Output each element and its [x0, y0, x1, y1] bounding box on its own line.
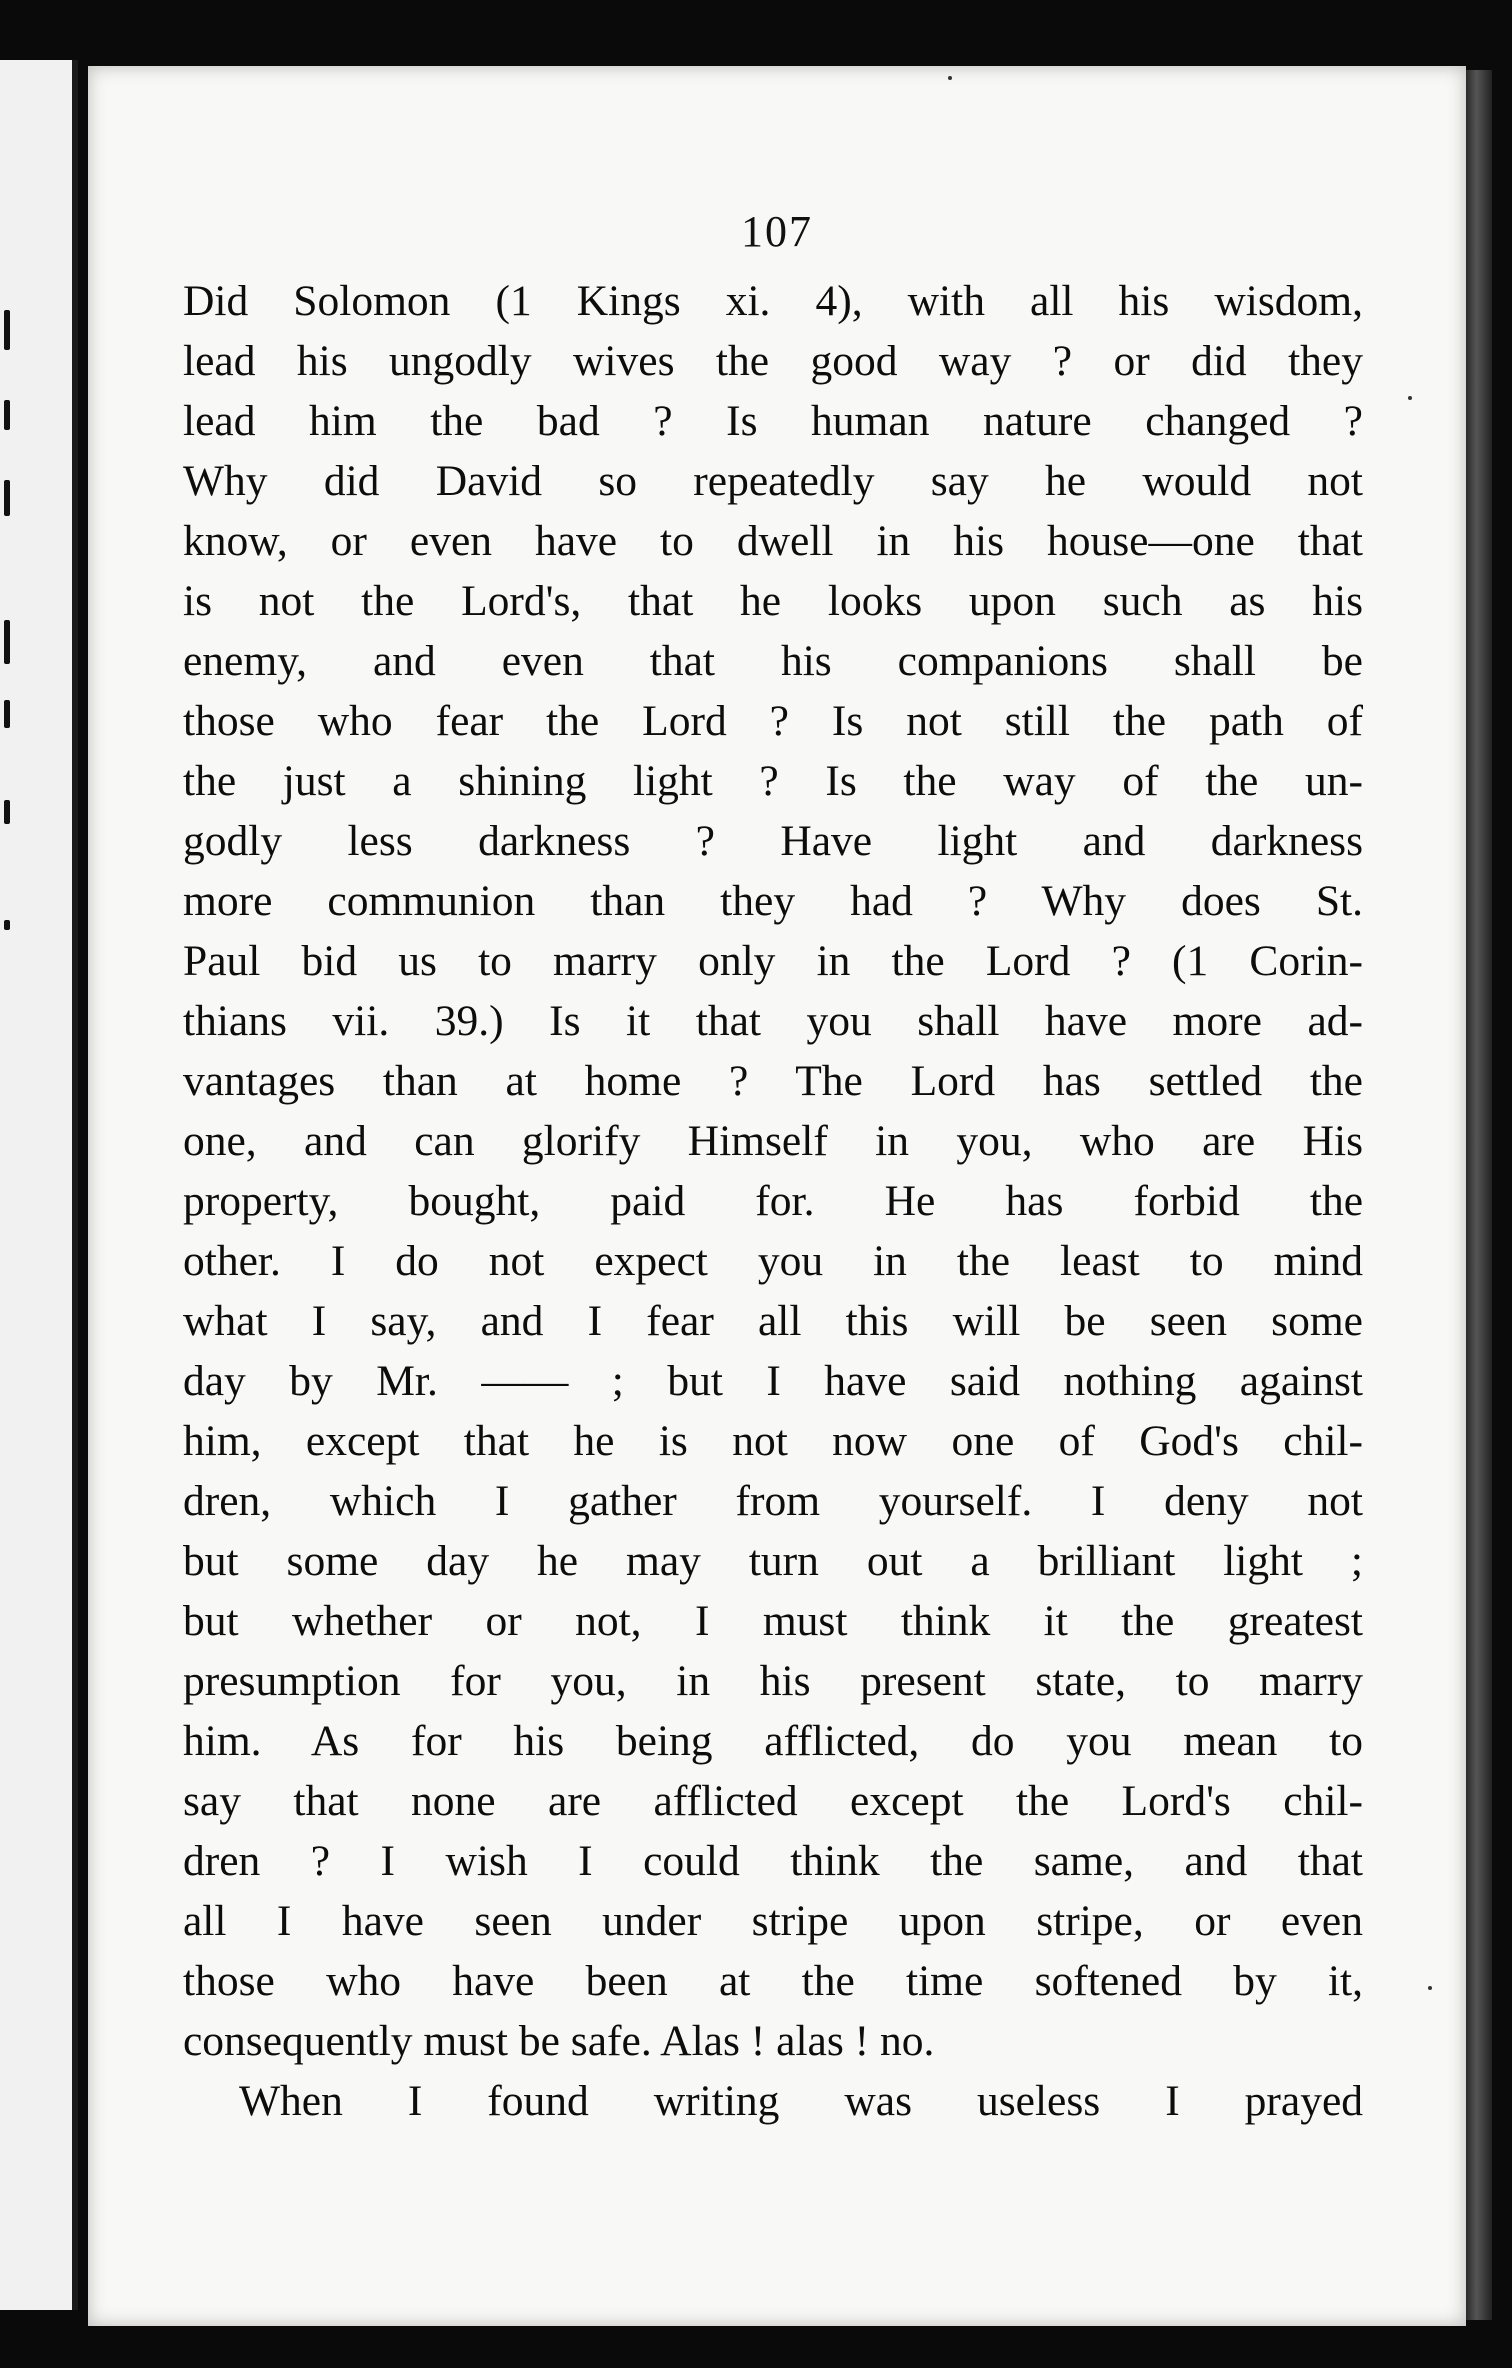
text-line: all I have seen under stripe upon stripe, or even	[183, 1897, 1363, 1945]
text-line: is not the Lord's, that he looks upon such as his	[183, 577, 1363, 625]
text-line: thians vii. 39.) Is it that you shall have more ad-	[183, 997, 1363, 1045]
text-line: him, except that he is not now one of God's chil-	[183, 1417, 1363, 1465]
page-edge-shadow	[1466, 70, 1492, 2320]
text-line: godly less darkness ? Have light and darkness	[183, 817, 1363, 865]
facing-page-mark	[4, 800, 10, 824]
page-number: 107	[741, 207, 813, 256]
facing-page-edge	[0, 60, 78, 2310]
text-line: but whether or not, I must think it the greatest	[183, 1597, 1363, 1645]
facing-page-mark	[4, 920, 10, 930]
text-line: lead him the bad ? Is human nature changed ?	[183, 397, 1363, 445]
text-line: Did Solomon (1 Kings xi. 4), with all his wisdom,	[183, 277, 1363, 325]
text-line: him. As for his being afflicted, do you mean to	[183, 1717, 1363, 1765]
facing-page-mark	[4, 700, 10, 728]
speck	[948, 76, 952, 80]
text-line: dren ? I wish I could think the same, and that	[183, 1837, 1363, 1885]
text-line: consequently must be safe. Alas ! alas ! no.	[183, 2017, 935, 2065]
text-line: dren, which I gather from yourself. I deny not	[183, 1477, 1363, 1525]
speck	[1408, 396, 1412, 400]
text-line: those who have been at the time softened by it,	[183, 1957, 1363, 2005]
text-line: day by Mr. —— ; but I have said nothing against	[183, 1357, 1363, 1405]
text-line: but some day he may turn out a brilliant light ;	[183, 1537, 1363, 1585]
text-line: what I say, and I fear all this will be seen some	[183, 1297, 1363, 1345]
text-line: more communion than they had ? Why does St.	[183, 877, 1363, 925]
book-page	[88, 66, 1466, 2326]
text-line: Paul bid us to marry only in the Lord ? (1 Corin-	[183, 937, 1363, 985]
text-line: the just a shining light ? Is the way of the un-	[183, 757, 1363, 805]
text-line: property, bought, paid for. He has forbid the	[183, 1177, 1363, 1225]
text-line: one, and can glorify Himself in you, who are His	[183, 1117, 1363, 1165]
text-line: When I found writing was useless I prayed	[239, 2077, 1363, 2125]
facing-page-mark	[4, 480, 10, 516]
facing-page-mark	[4, 400, 10, 430]
text-line: presumption for you, in his present state, to marry	[183, 1657, 1363, 1705]
text-line: know, or even have to dwell in his house—one that	[183, 517, 1363, 565]
text-line: vantages than at home ? The Lord has settled the	[183, 1057, 1363, 1105]
speck	[1428, 1986, 1432, 1990]
text-line: other. I do not expect you in the least to mind	[183, 1237, 1363, 1285]
text-line: Why did David so repeatedly say he would not	[183, 457, 1363, 505]
body-text	[183, 271, 1363, 2131]
text-line: enemy, and even that his companions shall be	[183, 637, 1363, 685]
text-line: say that none are afflicted except the Lord's chil-	[183, 1777, 1363, 1825]
text-line: those who fear the Lord ? Is not still the path of	[183, 697, 1363, 745]
facing-page-mark	[4, 620, 10, 664]
facing-page-mark	[4, 310, 10, 350]
text-line: lead his ungodly wives the good way ? or did they	[183, 337, 1363, 385]
